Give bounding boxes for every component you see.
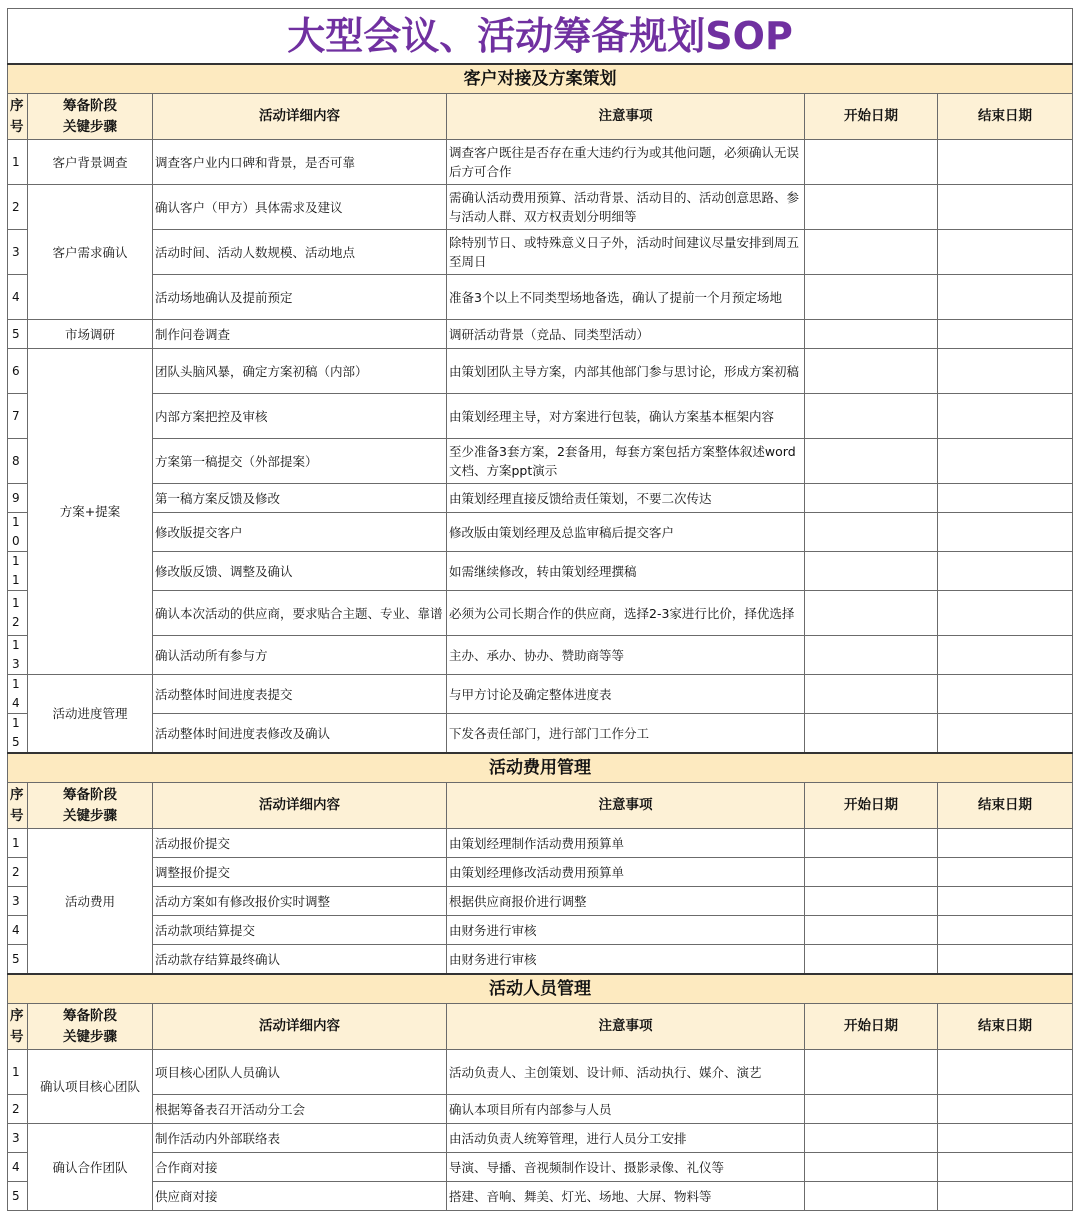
start-date-cell[interactable]	[805, 230, 938, 275]
notes-cell: 除特别节日、或特殊意义日子外，活动时间建议尽量安排到周五至周日	[447, 230, 805, 275]
end-date-cell[interactable]	[938, 439, 1073, 484]
detail-cell: 活动整体时间进度表修改及确认	[153, 714, 447, 754]
notes-cell: 由策划经理主导，对方案进行包装，确认方案基本框架内容	[447, 394, 805, 439]
detail-cell: 内部方案把控及审核	[153, 394, 447, 439]
start-date-cell[interactable]	[805, 675, 938, 714]
detail-cell: 调整报价提交	[153, 858, 447, 887]
start-date-cell[interactable]	[805, 1153, 938, 1182]
header-detail: 活动详细内容	[153, 1004, 447, 1050]
table-row: 5 供应商对接 搭建、音响、舞美、灯光、场地、大屏、物料等	[8, 1182, 1073, 1211]
notes-cell: 与甲方讨论及确定整体进度表	[447, 675, 805, 714]
header-detail: 活动详细内容	[153, 94, 447, 140]
header-detail: 活动详细内容	[153, 783, 447, 829]
header-stage: 筹备阶段 关键步骤	[28, 783, 153, 829]
table-row: 4 合作商对接 导演、导播、音视频制作设计、摄影录像、礼仪等	[8, 1153, 1073, 1182]
end-date-cell[interactable]	[938, 1182, 1073, 1211]
header-stage: 筹备阶段 关键步骤	[28, 1004, 153, 1050]
notes-cell: 根据供应商报价进行调整	[447, 887, 805, 916]
table-row: 7 内部方案把控及审核 由策划经理主导，对方案进行包装，确认方案基本框架内容	[8, 394, 1073, 439]
stage-cell: 确认合作团队	[28, 1124, 153, 1211]
detail-cell: 制作问卷调查	[153, 320, 447, 349]
detail-cell: 修改版提交客户	[153, 513, 447, 552]
end-date-cell[interactable]	[938, 829, 1073, 858]
header-seq: 序 号	[8, 783, 28, 829]
header-notes: 注意事项	[447, 783, 805, 829]
notes-cell: 如需继续修改，转由策划经理撰稿	[447, 552, 805, 591]
notes-cell: 调查客户既往是否存在重大违约行为或其他问题，必须确认无误后方可合作	[447, 140, 805, 185]
table-row: 10 修改版提交客户 修改版由策划经理及总监审稿后提交客户	[8, 513, 1073, 552]
notes-cell: 由财务进行审核	[447, 945, 805, 975]
notes-cell: 由财务进行审核	[447, 916, 805, 945]
header-seq: 序 号	[8, 94, 28, 140]
start-date-cell[interactable]	[805, 275, 938, 320]
table-row: 3 确认合作团队 制作活动内外部联络表 由活动负责人统筹管理，进行人员分工安排	[8, 1124, 1073, 1153]
table-row: 11 修改版反馈、调整及确认 如需继续修改，转由策划经理撰稿	[8, 552, 1073, 591]
notes-cell: 准备3个以上不同类型场地备选，确认了提前一个月预定场地	[447, 275, 805, 320]
end-date-cell[interactable]	[938, 349, 1073, 394]
table-row: 2 根据筹备表召开活动分工会 确认本项目所有内部参与人员	[8, 1095, 1073, 1124]
detail-cell: 第一稿方案反馈及修改	[153, 484, 447, 513]
detail-cell: 活动整体时间进度表提交	[153, 675, 447, 714]
start-date-cell[interactable]	[805, 591, 938, 636]
header-notes: 注意事项	[447, 1004, 805, 1050]
end-date-cell[interactable]	[938, 1153, 1073, 1182]
table-row: 3 活动方案如有修改报价实时调整 根据供应商报价进行调整	[8, 887, 1073, 916]
table-row: 3 活动时间、活动人数规模、活动地点 除特别节日、或特殊意义日子外，活动时间建议尽量安排到周五至周日	[8, 230, 1073, 275]
start-date-cell[interactable]	[805, 1182, 938, 1211]
end-date-cell[interactable]	[938, 916, 1073, 945]
header-start-date: 开始日期	[805, 1004, 938, 1050]
notes-cell: 需确认活动费用预算、活动背景、活动目的、活动创意思路、参与活动人群、双方权责划分明细等	[447, 185, 805, 230]
end-date-cell[interactable]	[938, 1124, 1073, 1153]
header-end-date: 结束日期	[938, 783, 1073, 829]
end-date-cell[interactable]	[938, 945, 1073, 975]
section-title: 活动费用管理	[8, 753, 1073, 783]
table-row: 2 调整报价提交 由策划经理修改活动费用预算单	[8, 858, 1073, 887]
end-date-cell[interactable]	[938, 714, 1073, 754]
end-date-cell[interactable]	[938, 1095, 1073, 1124]
detail-cell: 修改版反馈、调整及确认	[153, 552, 447, 591]
start-date-cell[interactable]	[805, 513, 938, 552]
page-title: 大型会议、活动筹备规划SOP	[8, 9, 1073, 65]
table-row: 9 第一稿方案反馈及修改 由策划经理直接反馈给责任策划，不要二次传达	[8, 484, 1073, 513]
detail-cell: 根据筹备表召开活动分工会	[153, 1095, 447, 1124]
end-date-cell[interactable]	[938, 552, 1073, 591]
table-row: 15 活动整体时间进度表修改及确认 下发各责任部门，进行部门工作分工	[8, 714, 1073, 754]
start-date-cell[interactable]	[805, 394, 938, 439]
notes-cell: 确认本项目所有内部参与人员	[447, 1095, 805, 1124]
detail-cell: 确认本次活动的供应商，要求贴合主题、专业、靠谱	[153, 591, 447, 636]
detail-cell: 活动报价提交	[153, 829, 447, 858]
detail-cell: 活动时间、活动人数规模、活动地点	[153, 230, 447, 275]
start-date-cell[interactable]	[805, 484, 938, 513]
sop-sheet	[7, 8, 1072, 1211]
start-date-cell[interactable]	[805, 1095, 938, 1124]
table-row: 2 客户需求确认 确认客户（甲方）具体需求及建议 需确认活动费用预算、活动背景、活动目的、活动创意思路、参与活动人群、双方权责划分明细等	[8, 185, 1073, 230]
start-date-cell[interactable]	[805, 320, 938, 349]
end-date-cell[interactable]	[938, 140, 1073, 185]
notes-cell: 必须为公司长期合作的供应商，选择2-3家进行比价，择优选择	[447, 591, 805, 636]
start-date-cell[interactable]	[805, 349, 938, 394]
table-row: 13 确认活动所有参与方 主办、承办、协办、赞助商等等	[8, 636, 1073, 675]
notes-cell: 主办、承办、协办、赞助商等等	[447, 636, 805, 675]
notes-cell: 下发各责任部门，进行部门工作分工	[447, 714, 805, 754]
start-date-cell[interactable]	[805, 858, 938, 887]
end-date-cell[interactable]	[938, 887, 1073, 916]
start-date-cell[interactable]	[805, 140, 938, 185]
end-date-cell[interactable]	[938, 513, 1073, 552]
stage-cell: 客户需求确认	[28, 185, 153, 320]
stage-cell: 客户背景调查	[28, 140, 153, 185]
table-row: 4 活动款项结算提交 由财务进行审核	[8, 916, 1073, 945]
detail-cell: 活动款项结算提交	[153, 916, 447, 945]
start-date-cell[interactable]	[805, 552, 938, 591]
start-date-cell[interactable]	[805, 185, 938, 230]
detail-cell: 确认活动所有参与方	[153, 636, 447, 675]
end-date-cell[interactable]	[938, 275, 1073, 320]
notes-cell: 调研活动背景（竞品、同类型活动）	[447, 320, 805, 349]
detail-cell: 活动款存结算最终确认	[153, 945, 447, 975]
detail-cell: 团队头脑风暴，确定方案初稿（内部）	[153, 349, 447, 394]
stage-cell: 活动费用	[28, 829, 153, 975]
header-start-date: 开始日期	[805, 783, 938, 829]
notes-cell: 至少准备3套方案，2套备用，每套方案包括方案整体叙述word文档、方案ppt演示	[447, 439, 805, 484]
table-row: 5 市场调研 制作问卷调查 调研活动背景（竞品、同类型活动）	[8, 320, 1073, 349]
start-date-cell[interactable]	[805, 945, 938, 975]
end-date-cell[interactable]	[938, 185, 1073, 230]
stage-cell: 确认项目核心团队	[28, 1050, 153, 1124]
detail-cell: 合作商对接	[153, 1153, 447, 1182]
start-date-cell[interactable]	[805, 916, 938, 945]
detail-cell: 项目核心团队人员确认	[153, 1050, 447, 1095]
start-date-cell[interactable]	[805, 636, 938, 675]
start-date-cell[interactable]	[805, 1050, 938, 1095]
detail-cell: 方案第一稿提交（外部提案）	[153, 439, 447, 484]
notes-cell: 由策划经理修改活动费用预算单	[447, 858, 805, 887]
notes-cell: 由策划经理制作活动费用预算单	[447, 829, 805, 858]
notes-cell: 由活动负责人统筹管理，进行人员分工安排	[447, 1124, 805, 1153]
end-date-cell[interactable]	[938, 484, 1073, 513]
start-date-cell[interactable]	[805, 1124, 938, 1153]
section-title: 活动人员管理	[8, 974, 1073, 1004]
start-date-cell[interactable]	[805, 887, 938, 916]
end-date-cell[interactable]	[938, 320, 1073, 349]
start-date-cell[interactable]	[805, 439, 938, 484]
notes-cell: 搭建、音响、舞美、灯光、场地、大屏、物料等	[447, 1182, 805, 1211]
end-date-cell[interactable]	[938, 675, 1073, 714]
header-stage: 筹备阶段 关键步骤	[28, 94, 153, 140]
detail-cell: 确认客户（甲方）具体需求及建议	[153, 185, 447, 230]
end-date-cell[interactable]	[938, 636, 1073, 675]
start-date-cell[interactable]	[805, 714, 938, 754]
table-row: 12 确认本次活动的供应商，要求贴合主题、专业、靠谱 必须为公司长期合作的供应商，选择2-3家进行比价，择优选择	[8, 591, 1073, 636]
table-row: 14 活动进度管理 活动整体时间进度表提交 与甲方讨论及确定整体进度表	[8, 675, 1073, 714]
detail-cell: 供应商对接	[153, 1182, 447, 1211]
notes-cell: 修改版由策划经理及总监审稿后提交客户	[447, 513, 805, 552]
table-row: 1 活动费用 活动报价提交 由策划经理制作活动费用预算单	[8, 829, 1073, 858]
notes-cell: 由策划经理直接反馈给责任策划，不要二次传达	[447, 484, 805, 513]
start-date-cell[interactable]	[805, 829, 938, 858]
table-row: 1 确认项目核心团队 项目核心团队人员确认 活动负责人、主创策划、设计师、活动执行、媒介、演艺	[8, 1050, 1073, 1095]
end-date-cell[interactable]	[938, 858, 1073, 887]
stage-cell: 活动进度管理	[28, 675, 153, 754]
table-row: 4 活动场地确认及提前预定 准备3个以上不同类型场地备选，确认了提前一个月预定场地	[8, 275, 1073, 320]
stage-cell: 市场调研	[28, 320, 153, 349]
table-row: 5 活动款存结算最终确认 由财务进行审核	[8, 945, 1073, 975]
table-row: 1 客户背景调查 调查客户业内口碑和背景，是否可靠 调查客户既往是否存在重大违约行为或其他问题，必须确认无误后方可合作	[8, 140, 1073, 185]
header-seq: 序 号	[8, 1004, 28, 1050]
detail-cell: 调查客户业内口碑和背景，是否可靠	[153, 140, 447, 185]
header-end-date: 结束日期	[938, 1004, 1073, 1050]
header-notes: 注意事项	[447, 94, 805, 140]
detail-cell: 制作活动内外部联络表	[153, 1124, 447, 1153]
detail-cell: 活动方案如有修改报价实时调整	[153, 887, 447, 916]
table-row: 8 方案第一稿提交（外部提案） 至少准备3套方案，2套备用，每套方案包括方案整体叙述word文档、方案ppt演示	[8, 439, 1073, 484]
notes-cell: 由策划团队主导方案，内部其他部门参与思讨论，形成方案初稿	[447, 349, 805, 394]
header-end-date: 结束日期	[938, 94, 1073, 140]
end-date-cell[interactable]	[938, 230, 1073, 275]
end-date-cell[interactable]	[938, 1050, 1073, 1095]
section-title: 客户对接及方案策划	[8, 64, 1073, 94]
notes-cell: 活动负责人、主创策划、设计师、活动执行、媒介、演艺	[447, 1050, 805, 1095]
end-date-cell[interactable]	[938, 394, 1073, 439]
end-date-cell[interactable]	[938, 591, 1073, 636]
stage-cell: 方案+提案	[28, 349, 153, 675]
notes-cell: 导演、导播、音视频制作设计、摄影录像、礼仪等	[447, 1153, 805, 1182]
header-start-date: 开始日期	[805, 94, 938, 140]
detail-cell: 活动场地确认及提前预定	[153, 275, 447, 320]
sop-table	[7, 8, 1073, 1211]
table-row: 6 方案+提案 团队头脑风暴，确定方案初稿（内部） 由策划团队主导方案，内部其他部门参与思讨论，形成方案初稿	[8, 349, 1073, 394]
